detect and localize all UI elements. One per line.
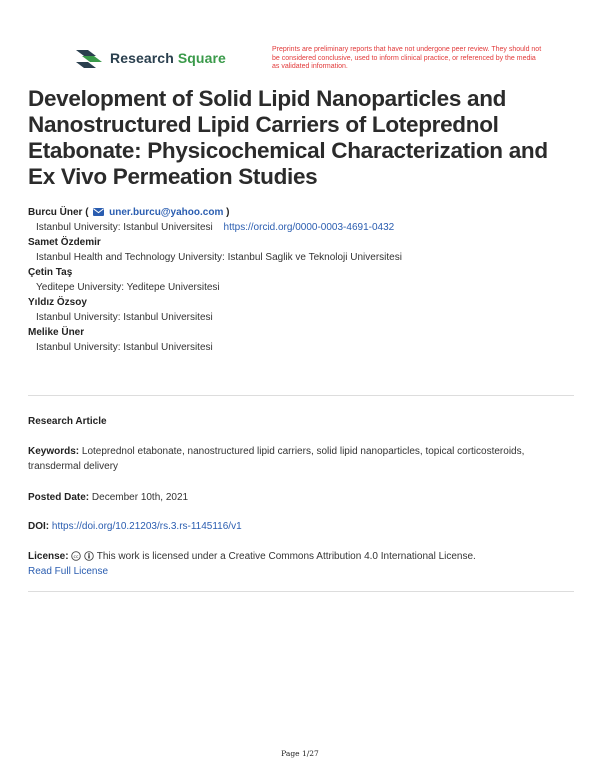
keywords-text: Loteprednol etabonate, nanostructured lipid carriers, solid lipid nanoparticles, topical corticosteroids, transdermal delivery bbox=[28, 446, 525, 472]
posted-date-label: Posted Date: bbox=[28, 492, 90, 503]
author-name: Samet Özdemir bbox=[28, 237, 101, 248]
author-affiliation-text: Istanbul University: Istanbul Universitesi bbox=[36, 222, 213, 233]
envelope-icon bbox=[93, 208, 104, 216]
article-type bbox=[28, 414, 574, 429]
orcid-link[interactable]: https://orcid.org/0000-0003-4691-0432 bbox=[223, 222, 395, 233]
author-affiliation: Yeditepe University: Yeditepe Universitesi bbox=[36, 282, 220, 293]
read-full-license-link[interactable]: Read Full License bbox=[28, 566, 109, 577]
svg-text:cc: cc bbox=[73, 554, 79, 560]
doi-label: DOI: bbox=[28, 521, 50, 532]
brand-name-part2: Square bbox=[177, 50, 226, 66]
keywords bbox=[28, 444, 574, 474]
posted-date-value: December 10th, 2021 bbox=[91, 492, 189, 503]
doi bbox=[28, 519, 574, 534]
license-label: License: bbox=[28, 551, 69, 562]
divider bbox=[28, 591, 574, 592]
author-affiliation bbox=[28, 220, 578, 236]
keywords-label: Keywords: bbox=[28, 446, 80, 457]
author-name: Yıldız Özsoy bbox=[28, 297, 87, 308]
author-affiliation: Istanbul Health and Technology University: Istanbul Saglik ve Teknoloji Universitesi bbox=[36, 252, 402, 263]
license bbox=[28, 549, 574, 579]
research-square-logo-icon bbox=[74, 47, 104, 69]
author-name: Çetin Taş bbox=[28, 267, 73, 278]
brand-name bbox=[110, 50, 226, 66]
posted-date bbox=[28, 490, 574, 505]
author-affiliation: Istanbul University: Istanbul Universitesi bbox=[36, 312, 213, 323]
page-number: Page 1/27 bbox=[281, 749, 319, 758]
author-name: Burcu Üner ( uner.burcu@yahoo.com ) bbox=[28, 207, 230, 218]
author-affiliation: Istanbul University: Istanbul Universitesi bbox=[36, 342, 213, 353]
author-name-text: Burcu Üner bbox=[28, 207, 83, 218]
creative-commons-icon bbox=[71, 551, 81, 561]
attribution-icon bbox=[84, 551, 94, 561]
brand-name-part1: Research bbox=[110, 50, 174, 66]
doi-link[interactable]: https://doi.org/10.21203/rs.3.rs-1145116/v1 bbox=[51, 521, 242, 532]
author-name: Melike Üner bbox=[28, 327, 85, 338]
article-type-text: Research Article bbox=[28, 416, 107, 427]
author-email-link[interactable]: uner.burcu@yahoo.com bbox=[109, 207, 224, 218]
divider bbox=[28, 395, 574, 396]
preprint-disclaimer: Preprints are preliminary reports that have not undergone peer review. They should not be considered conclusive, used to inform clinical practice, or referenced by the media as validated information. bbox=[272, 46, 542, 70]
author-list bbox=[28, 206, 578, 356]
research-square-logo[interactable] bbox=[74, 47, 226, 69]
license-text: This work is licensed under a Creative Commons Attribution 4.0 International License. bbox=[96, 551, 476, 562]
paper-title: Development of Solid Lipid Nanoparticles and Nanostructured Lipid Carriers of Loteprednol Etabonate: Physicochemical Characterization and Ex Vivo Permeation Studies bbox=[28, 86, 548, 189]
